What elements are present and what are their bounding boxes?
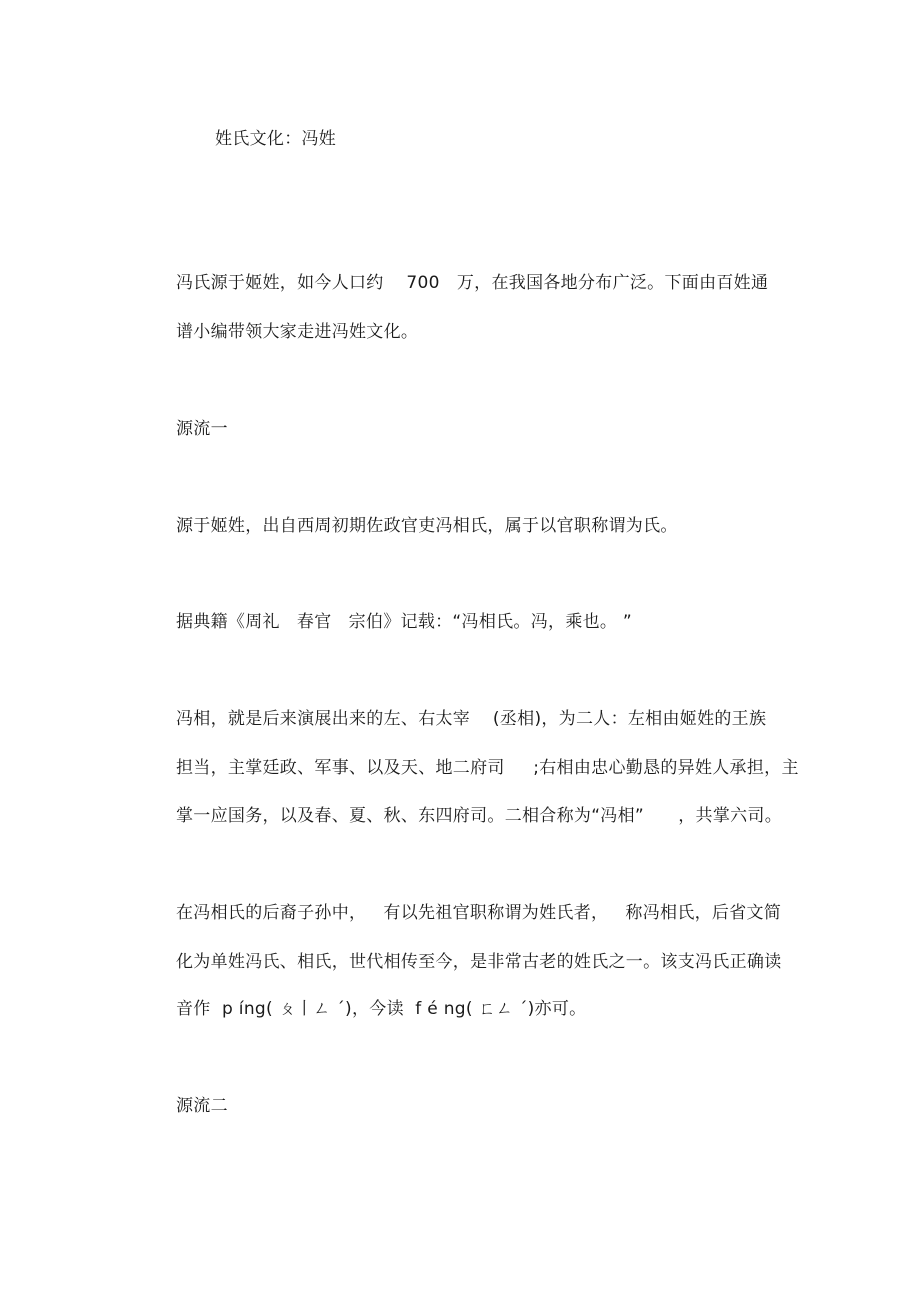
paragraph-line: 担当，主掌廷政、军事、以及天、地二府司 ;右相由忠心勤恳的异姓人承担，主 — [176, 758, 799, 778]
section-heading-1: 源流一 — [176, 419, 228, 439]
intro-paragraph-line: 冯氏源于姬姓，如今人口约 700 万，在我国各地分布广泛。下面由百姓通 — [176, 273, 769, 293]
paragraph-citation: 据典籍《周礼 春官 宗伯》记载：“冯相氏。冯，乘也。 ” — [176, 612, 633, 632]
section-heading-2: 源流二 — [176, 1096, 228, 1116]
paragraph-line: 化为单姓冯氏、相氏，世代相传至今，是非常古老的姓氏之一。该支冯氏正确读 — [176, 952, 782, 972]
page-title: 姓氏文化：冯姓 — [215, 129, 337, 149]
paragraph-origin: 源于姬姓，出自西周初期佐政官吏冯相氏，属于以官职称谓为氏。 — [176, 516, 678, 536]
paragraph-line: 音作 p íng( ㄆ丨ㄥ ˊ)，今读 f é ng( ㄈㄥ ˊ)亦可。 — [176, 999, 587, 1019]
paragraph-line: 冯相，就是后来演展出来的左、右太宰 (丞相)，为二人：左相由姬姓的王族 — [176, 709, 767, 729]
intro-paragraph-line: 谱小编带领大家走进冯姓文化。 — [176, 322, 419, 342]
paragraph-line: 掌一应国务，以及春、夏、秋、东四府司。二相合称为“冯相” ，共掌六司。 — [176, 806, 783, 826]
paragraph-line: 在冯相氏的后裔子孙中， 有以先祖官职称谓为姓氏者， 称冯相氏，后省文简 — [176, 903, 782, 923]
